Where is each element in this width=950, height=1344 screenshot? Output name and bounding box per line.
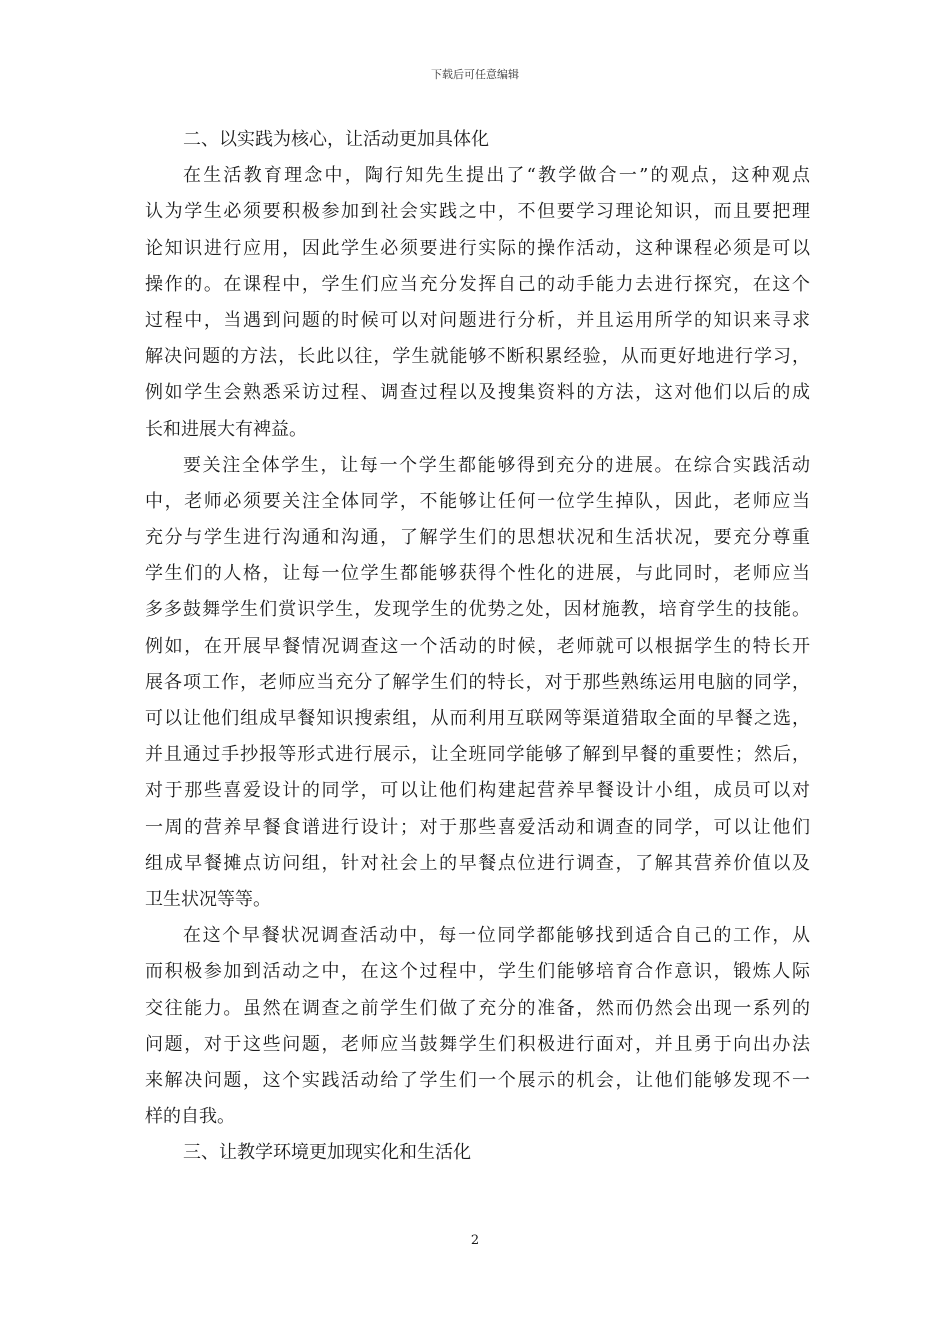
section-heading: 二、以实践为核心，让活动更加具体化 — [183, 129, 489, 150]
paragraph-line: 样的自我。 — [145, 1106, 235, 1128]
paragraph-line: 组成早餐摊点访问组，针对社会上的早餐点位进行调查，了解其营养价值以及 — [145, 852, 810, 874]
document-body — [145, 125, 810, 1174]
paragraph-line: 论知识进行应用，因此学生必须要进行实际的操作活动，这种课程必须是可以 — [145, 237, 810, 259]
paragraph-line: 多多鼓舞学生们赏识学生，发现学生的优势之处，因材施教，培育学生的技能。 — [145, 599, 810, 621]
paragraph-line: 要关注全体学生，让每一个学生都能够得到充分的进展。在综合实践活动 — [183, 454, 810, 476]
paragraph-line: 操作的。在课程中，学生们应当充分发挥自己的动手能力去进行探究，在这个 — [145, 273, 810, 295]
page-number: 2 — [470, 1233, 480, 1248]
paragraph-line: 卫生状况等等。 — [145, 888, 271, 910]
paragraph-line: 交往能力。虽然在调查之前学生们做了充分的准备，然而仍然会出现一系列的 — [145, 997, 810, 1019]
paragraph-line: 展各项工作，老师应当充分了解学生们的特长，对于那些熟练运用电脑的同学， — [145, 671, 810, 693]
paragraph-line: 在这个早餐状况调查活动中，每一位同学都能够找到适合自己的工作，从 — [183, 925, 810, 947]
paragraph-line: 并且通过手抄报等形式进行展示，让全班同学能够了解到早餐的重要性；然后， — [145, 744, 810, 766]
section-heading: 三、让教学环境更加现实化和生活化 — [183, 1142, 471, 1164]
paragraph-line: 对于那些喜爱设计的同学，可以让他们构建起营养早餐设计小组，成员可以对 — [145, 780, 810, 802]
paragraph-line: 充分与学生进行沟通和沟通，了解学生们的思想状况和生活状况，要充分尊重 — [145, 527, 810, 549]
paragraph-line: 可以让他们组成早餐知识搜索组，从而利用互联网等渠道猎取全面的早餐之选， — [145, 708, 810, 729]
page-header: 下载后可任意编辑 — [431, 68, 519, 81]
paragraph-line: 在生活教育理念中，陶行知先生提出了“教学做合一”的观点，这种观点 — [183, 165, 810, 187]
paragraph-line: 来解决问题，这个实践活动给了学生们一个展示的机会，让他们能够发现不一 — [145, 1069, 810, 1091]
paragraph-line: 例如学生会熟悉采访过程、调查过程以及搜集资料的方法，这对他们以后的成 — [145, 382, 810, 404]
paragraph-line: 而积极参加到活动之中，在这个过程中，学生们能够培育合作意识，锻炼人际 — [145, 961, 810, 983]
paragraph-line: 认为学生必须要积极参加到社会实践之中，不但要学习理论知识，而且要把理 — [145, 201, 810, 223]
paragraph-line: 解决问题的方法，长此以往，学生就能够不断积累经验，从而更好地进行学习， — [145, 346, 810, 368]
paragraph-line: 问题，对于这些问题，老师应当鼓舞学生们积极进行面对，并且勇于向出办法 — [145, 1033, 810, 1055]
paragraph-line: 例如，在开展早餐情况调查这一个活动的时候，老师就可以根据学生的特长开 — [145, 635, 810, 657]
paragraph-line: 过程中，当遇到问题的时候可以对问题进行分析，并且运用所学的知识来寻求 — [145, 309, 810, 331]
paragraph-line: 长和进展大有裨益。 — [145, 418, 307, 440]
paragraph-line: 中，老师必须要关注全体同学，不能够让任何一位学生掉队，因此，老师应当 — [145, 490, 810, 512]
paragraph-line: 一周的营养早餐食谱进行设计；对于那些喜爱活动和调查的同学，可以让他们 — [145, 816, 810, 838]
paragraph-line: 学生们的人格，让每一位学生都能够获得个性化的进展，与此同时，老师应当 — [145, 563, 810, 585]
